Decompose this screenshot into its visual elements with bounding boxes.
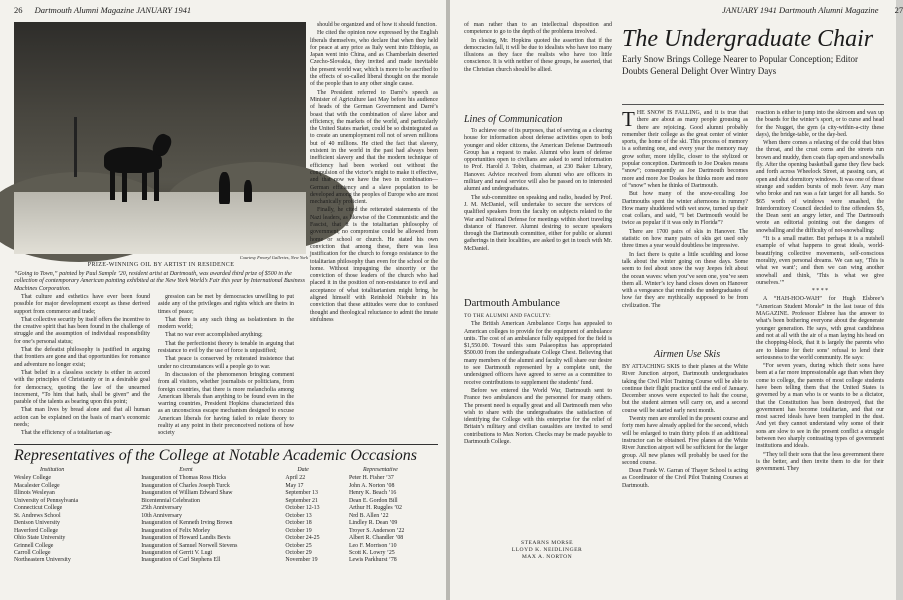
cell-date: September 13 bbox=[285, 490, 318, 497]
header-institution: Institution bbox=[40, 467, 65, 473]
section-rule bbox=[14, 444, 438, 445]
cell-event: Bicentennial Celebration bbox=[141, 497, 200, 504]
left-column-2 bbox=[158, 294, 294, 439]
caption-title: PRIZE-WINNING OIL BY ARTIST IN RESIDENCE bbox=[87, 262, 235, 268]
cell-date: October 25 bbox=[285, 542, 312, 549]
cell-event: Inauguration of Howard Landis Bevis bbox=[141, 535, 231, 542]
cell-date: October 29 bbox=[285, 549, 312, 556]
paragraph: BY ATTACHING SKIS to their planes at the White River Junction airport, Dartmouth undergraduates taking the Civil Pilot Training Course will be able to continue their flight practice until the end of January. December snows were expected to halt the course, but the student airmen will carry on, and a second course will be started early next month. bbox=[622, 364, 748, 414]
cell-representative: Nrd B. Allen ’22 bbox=[348, 512, 389, 519]
painting-walking-figure bbox=[244, 180, 252, 202]
paragraph: That no war ever accomplished anything; bbox=[165, 332, 263, 339]
signature: MAX A. NORTON bbox=[521, 554, 573, 560]
table-row bbox=[14, 543, 438, 550]
cell-event: Inauguration of Thomas Ross Hicks bbox=[141, 475, 227, 482]
right-column-a-top bbox=[464, 22, 612, 75]
cell-date: September 21 bbox=[285, 497, 318, 504]
left-column-1 bbox=[14, 294, 150, 439]
drop-cap: T bbox=[622, 107, 635, 131]
cell-date: October 12-13 bbox=[285, 505, 320, 512]
cell-event: Inauguration of Felix Morley bbox=[141, 527, 211, 534]
photo-caption bbox=[14, 262, 308, 293]
section-stars: * * * * bbox=[811, 288, 829, 295]
paragraph: Before we entered the World War, Dartmouth sent to France two ambulances and the personnel for many others. The present need is equally great and all Dartmouth men who wish to share with the undergraduates the satisfaction of identifying the College with this enterprise for the relief of Britain’s military and civilian casualties are invited to send contributions to Max Norton. Checks may be made payable to Dartmouth College. bbox=[464, 387, 612, 446]
paragraph-text: HE SNOW IS FALLING, and it is true that there are about as many people grousing as there are rejoicing. Good alumni probably remember their college as the great center of winter sports, the home of the ski. This process of memory is a softening one, and every year the memory may grow softer, more idyllic, closer to the stylized or popular conception. Dartmouth to Joe Doakes means “snow”; consequently as Joe Dartmouth becomes more and more Joe Doakes he thinks more and more of “snow” when he thinks of Dartmouth. bbox=[622, 110, 748, 189]
paragraph bbox=[622, 107, 748, 190]
cell-date: October 19 bbox=[285, 527, 312, 534]
representatives-table bbox=[14, 467, 438, 565]
paragraph: Dean Frank W. Garran of Thayer School is acting as Coordinator of the Civil Pilot Training Courses at Dartmouth. bbox=[622, 468, 748, 489]
paragraph: That collective security by itself offers the incentive to the creative spirit that has been found in the challenge of struggle and the assumption of individual responsibility for one’s personal status; bbox=[14, 316, 150, 345]
paragraph: To achieve one of its purposes, that of serving as a clearing house for information about defense activities open to both younger and older citizens, the American Defense Dartmouth Group has a request to make. Alumni who learn of defense opportunities open to civilians are asked to send information to Prof. Harold J. Tobin, chairman, at 230 Baker Library, Hanover. Advice received from alumni who are officers in military and naval service will also be passed on to interested alumni and undergraduates. bbox=[464, 128, 612, 193]
cell-representative: Lewis Parkhurst ’78 bbox=[348, 557, 397, 564]
table-row bbox=[14, 535, 438, 542]
paragraph: He cited the opinion now expressed by the English liberals themselves, who declare that when they held for peace at any price as Italy went into Ethiopia, as Japan went into China, and as Chamberlain deserted Czecho-Slovakia, they invited and made inevitable the present world war, which is more to be ascribed to the effects of so-called liberal thought on the morale of the people than to any other single cause. bbox=[310, 30, 438, 88]
cell-institution: Macalester College bbox=[14, 482, 60, 489]
cell-institution: Northeastern University bbox=[14, 557, 71, 564]
ambulance-heading: Dartmouth Ambulance bbox=[464, 298, 560, 309]
signatures bbox=[502, 540, 592, 561]
cell-institution: Denison University bbox=[14, 520, 60, 527]
paragraph: Twenty men are enrolled in the present course and forty men have already applied for the second, which will be enlarged to train thirty pilots if an additional instructor can be obtained. Five planes at the White River Junction airport will be sufficient for the larger group. All new planes will probably be used for the second course. bbox=[622, 416, 748, 466]
painting-snow bbox=[14, 192, 306, 254]
table-row bbox=[14, 490, 438, 497]
chair-subtitle: Early Snow Brings College Nearer to Popular Conception; Editor Doubts General Delight Over Wintry Days bbox=[622, 54, 858, 76]
signature: STEARNS MORSE bbox=[520, 540, 574, 546]
cell-representative: Peter H. Fisher ’37 bbox=[348, 475, 394, 482]
painting-walking-figure bbox=[219, 172, 230, 204]
table-row bbox=[14, 550, 438, 557]
cell-representative: Albert R. Chandler ’08 bbox=[348, 535, 404, 542]
right-column-b-lower bbox=[622, 364, 748, 491]
cell-institution: Carroll College bbox=[14, 549, 51, 556]
painting-tree bbox=[74, 117, 77, 177]
left-page-number: 26 bbox=[14, 5, 23, 15]
cell-institution: Haverford College bbox=[14, 527, 58, 534]
paragraph: Finally, he cited the reiterated statements of the Nazi leaders, as likewise of the Communistic and the Fascist, that it is the totalitarian philosophy of government, no compromise could be allowed from home or school or church. He stated his own conviction that among these, there was less justification for the church to forego resistance to the totalitarian philosophy than even for the school or the home. Without impugning the sincerity or the conviction of those leaders of the church who had placed it in the position of non-resistance to evil and acceptance of what totalitarianism might bring, he aligned himself with Reinhold Niebuhr in his conviction that these attitudes were due to confused thought and theological reluctance to admit the innate sinfulness bbox=[310, 207, 438, 323]
cell-date: May 17 bbox=[285, 482, 304, 489]
cell-institution: Grinnell College bbox=[14, 542, 54, 549]
ambulance-salutation: TO THE ALUMNI AND FACULTY: bbox=[464, 313, 551, 319]
cell-representative: John A. Norton ’08 bbox=[348, 482, 395, 489]
paragraph: That man lives by bread alone and that all human action can be explained on the basis of man’s economic needs; bbox=[14, 407, 150, 429]
paragraph: In discussion of the phenomenon bringing comment from all visitors, whether journalists or politicians, from foreign countries, that there is more melancholia among American liberals than anything to be found even in the warring countries, President Hopkins characterized this as an unconscious escape mechanism designed to excuse American liberals for having failed to relate theory to reality at any point in their preconceived notions of how society bbox=[158, 371, 294, 437]
left-running-title: Dartmouth Alumni Magazine JANUARY 1941 bbox=[34, 5, 192, 15]
header-date: Date bbox=[297, 467, 309, 473]
signature: LLOYD K. NEIDLINGER bbox=[511, 547, 583, 553]
table-row bbox=[14, 475, 438, 482]
table-row bbox=[14, 557, 438, 564]
paragraph: That the efficiency of a totalitarian ag- bbox=[21, 430, 112, 437]
cell-event: 25th Anniversary bbox=[141, 505, 182, 512]
table-row bbox=[14, 505, 438, 512]
paragraph: In fact there is quite a little scudding and loose talk about the winter going on these days. Some seem to feel about snow the way Jeepes felt about the ocean waves: when you’ve seen one, you’ve seen them all. Winter’s icy hand closes down on Hanover with a vengeance that reminds the undergraduates of how far they are mythically supposed to be from civilization. The bbox=[622, 251, 748, 309]
painting-horse-leg bbox=[154, 170, 159, 201]
caption-body: “Going to Town,” painted by Paul Sample ’20, resident artist at Dartmouth, was awarded third prize of $500 in the collection of contemporary American painting exhibited at the New York World’s Fair this year by International Business Machines Corporation. bbox=[14, 270, 305, 292]
cell-event: Inauguration of Carl Stephens Ell bbox=[141, 557, 221, 564]
right-running-title: JANUARY 1941 Dartmouth Alumni Magazine bbox=[722, 5, 879, 15]
paragraph: That there is any such thing as isolationism in the modern world; bbox=[158, 316, 294, 331]
title-rule bbox=[622, 104, 884, 105]
paragraph: A “HAH-HOO-WAH” for Hugh Elsbree’s “American Student Morale” in the last issue of this MAGAZINE. Professor Elsbree has the answer to what’s been bothering everyone about the degenerate younger generation. He says, with great candidness and not at all with the air of a man laying his head on the chopping-block, that it is largely the parents who are to blame for their sons’ refusal to lend their seriousness to the world community. He says: bbox=[756, 296, 884, 361]
paragraph: gression can be met by democracies unwilling to put aside any of the privileges and rights which are theirs in times of peace; bbox=[158, 294, 294, 315]
paragraph: That the perfectionist theory is tenable in arguing that resistance to evil by the use of force is unjustified; bbox=[158, 340, 294, 355]
paragraph: “For seven years, during which their sons have been at a far more impressionable age than when they come to college, the parents of most college students have been telling them that the United States is governed by a man who is or wants to be a dictator, that the Constitution has been destroyed, that the government has become totalitarian, and that our most sacred ideals have been trampled in the dust. And yet they cannot understand why some of their sons are slow to see in the present conflict a struggle between two sharply contrasting types of government institutions and ideals. bbox=[756, 363, 884, 450]
paragraph: When there comes a relaxing of the cold that bites the throat, and the crust corns and the streets run brown and muddy, then coats flap open and snowballs fly. After the opening basketball game they flew back and forth across Wheelock Street, at passing cars, at open and shut dormitory windows. It was one of those strange and sudden bursts of mob fever. Any man who broke and ran was a fair target for all hands. So $65 worth of windows were smashed, the Interdormitory Council decided to fine offenders $5, the Dean sent an angry letter, and The Dartmouth wrote an editorial pointing out the dangers of snowballing and the difficulty of not-snowballing: bbox=[756, 140, 884, 234]
cell-representative: Dean E. Gordon Bill bbox=[348, 497, 398, 504]
paragraph: The President referred to Darré’s speech as Minister of Agriculture last May before his audience of heads of the German Government and Darré’s boast that with the combination of slave labor and efficiency, the markets of the world, and particularly the United States market, could be so disintegrated as to create an unemployment roll not of seven millions but of 40 millions. He cited the fact that slavery, existent in the world in the past had always been inefficient slavery and that the modern technique of efficiency had been worked out without the compulsion of the victor’s might to make it effective, and that now we have the two in combination—German efficiency and a slave population to be developed among the peoples of Europe who are most mechanically proficient. bbox=[310, 89, 438, 206]
cell-representative: Troyer S. Anderson ’22 bbox=[348, 527, 405, 534]
cell-event: Inauguration of William Edward Shaw bbox=[141, 490, 233, 497]
paragraph: The British American Ambulance Corps has appealed to American colleges to provide for the equipment of ambulance units. The cost of an ambulance fully equipped for the field is $1,550.00. Toward this sum Palaeopitus has appropriated $500.00 from the undergraduate College Chest. Believing that many members of the alumni and faculty will share our desire to see Dartmouth represented by a complete unit, the undersigned officers have agreed to serve as a committee to receive contributions to supplement the students’ fund. bbox=[464, 321, 612, 386]
cell-institution: St. Andrews School bbox=[14, 512, 61, 519]
paragraph: The sub-committee on speaking and radio, headed by Prof. J. M. McDaniel, will undertake to secure the services of qualified speakers from the faculty on subjects related to the War and National Defense for meetings within short traveling distance of Hanover. Alumni desiring to secure speakers through the Dartmouth committee, either for public or alumni gatherings in their localities, are asked to get in touch with Mr. McDaniel. bbox=[464, 194, 612, 252]
right-page-number: 27 bbox=[894, 5, 903, 15]
paragraph: There are 1700 pairs of skis in Hanover. The statistic on how many pairs of skis get used only three times a year would doubtless be impressive. bbox=[622, 228, 748, 250]
cell-date: October 24-25 bbox=[285, 535, 320, 542]
header-representative: Representative bbox=[362, 467, 398, 473]
left-page bbox=[0, 0, 446, 600]
paragraph: “They tell their sons that the less government there is the better, and then invite them to die for their government. They bbox=[756, 451, 884, 473]
cell-institution: Wesley College bbox=[14, 475, 51, 482]
paragraph: In closing, Mr. Hopkins quoted the assertion that if the democracies fall, it will be due to idealists who have too many illusions as they face the realists who have too little conscience. It is with neither of these groups, he asserted, that the Christian church should be allied. bbox=[464, 37, 612, 73]
cell-date: October 18 bbox=[285, 520, 312, 527]
table-row bbox=[14, 528, 438, 535]
cell-representative: Scott K. Lowry ’25 bbox=[348, 549, 395, 556]
left-running-head bbox=[14, 5, 191, 15]
cell-institution: University of Pennsylvania bbox=[14, 497, 79, 504]
paragraph: reaction is either to jump into the skiroom and wax up the boards for the winter’s sport, or to curse and head for the Nugget, the gym (a city-within-a-city these days), the bridge-table, or the day-bed. bbox=[756, 110, 884, 138]
painting-photo bbox=[14, 22, 306, 254]
paragraph: That culture and esthetics have ever been found possible for major development except as these derived support from commerce and trade; bbox=[14, 294, 150, 315]
cell-event: Inauguration of Gerrit V. Lugt bbox=[141, 549, 213, 556]
right-page bbox=[450, 0, 903, 600]
cell-date: April 22 bbox=[285, 475, 306, 482]
cell-event: Inauguration of Kenneth Irving Brown bbox=[141, 520, 233, 527]
representatives-title: Representatives of the College at Notable Academic Occasions bbox=[14, 447, 418, 464]
table-header-row bbox=[14, 467, 438, 475]
right-column-b bbox=[622, 107, 748, 311]
cell-representative: Leo F. Morrison ’10 bbox=[348, 542, 397, 549]
cell-event: Inauguration of Charles Joseph Turck bbox=[141, 482, 230, 489]
right-column-c bbox=[756, 110, 884, 475]
lines-heading: Lines of Communication bbox=[464, 114, 563, 125]
cell-event: Inauguration of Samuel Norwell Stevens bbox=[141, 542, 238, 549]
cell-date: October 13 bbox=[285, 512, 312, 519]
right-column-a-bottom bbox=[464, 313, 612, 447]
paragraph: should be organized and of how it should function. bbox=[317, 22, 437, 28]
cell-institution: Illinois Wesleyan bbox=[14, 490, 55, 497]
paragraph: “It is a small matter. But perhaps it is a nutshell example of what happens to great ideals, world-beautifying collective movements, self-conscious morality, even personal dreams. We can say, ‘This is what we want’; and then we can wing another snowball and think, ‘This is what we give ourselves.’” bbox=[756, 236, 884, 286]
skis-heading: Airmen Use Skis bbox=[654, 349, 721, 360]
cell-representative: Arthur H. Ruggles ’02 bbox=[348, 505, 402, 512]
cell-representative: Henry K. Beach ’16 bbox=[348, 490, 397, 497]
cell-date: November 19 bbox=[285, 557, 318, 564]
cell-representative: Lindley R. Dean ’09 bbox=[348, 520, 398, 527]
right-running-head bbox=[722, 5, 903, 15]
table-row bbox=[14, 498, 438, 505]
table-row bbox=[14, 520, 438, 527]
paragraph: of man rather than to an intellectual disposition and competence to go to the depth of the problems involved. bbox=[464, 22, 612, 36]
chair-title: The Undergraduate Chair bbox=[622, 26, 874, 52]
left-column-3 bbox=[310, 22, 438, 325]
paragraph: But how many of the snow-recalling Joe Dartmouths spent the winter afternoons in rummy? How many shuddered with wet snow, turned up their coat collars, and said, “I bet Dartmouth would be twice as popular if it was only in Florida”? bbox=[622, 191, 748, 227]
header-event: Event bbox=[179, 467, 193, 473]
cell-event: 10th Anniversary bbox=[141, 512, 182, 519]
photo-credit: Courtesy Frearyl Galleries, New York bbox=[239, 255, 308, 260]
paragraph: That peace is conserved by reiterated insistence that under no circumstances will a people go to war. bbox=[158, 356, 294, 370]
painting-horse-leg bbox=[110, 170, 115, 200]
cell-institution: Connecticut College bbox=[14, 505, 63, 512]
cell-institution: Ohio State University bbox=[14, 535, 66, 542]
paragraph: That the defeatist philosophy is justified in arguing that frontiers are gone and that opportunities for romance and adventure no longer exist; bbox=[14, 347, 150, 368]
painting-horse-leg bbox=[142, 170, 147, 200]
paragraph: That belief in a classless society is either in accord with the principles of Christianity or in a desirable goal for democracy, quoting the law of the unearned increment, “To him that hath, shall be given” and the parable of the talents as bearing upon this point; bbox=[14, 369, 150, 406]
painting-horse-leg bbox=[122, 170, 127, 202]
right-column-a-mid bbox=[464, 128, 612, 254]
